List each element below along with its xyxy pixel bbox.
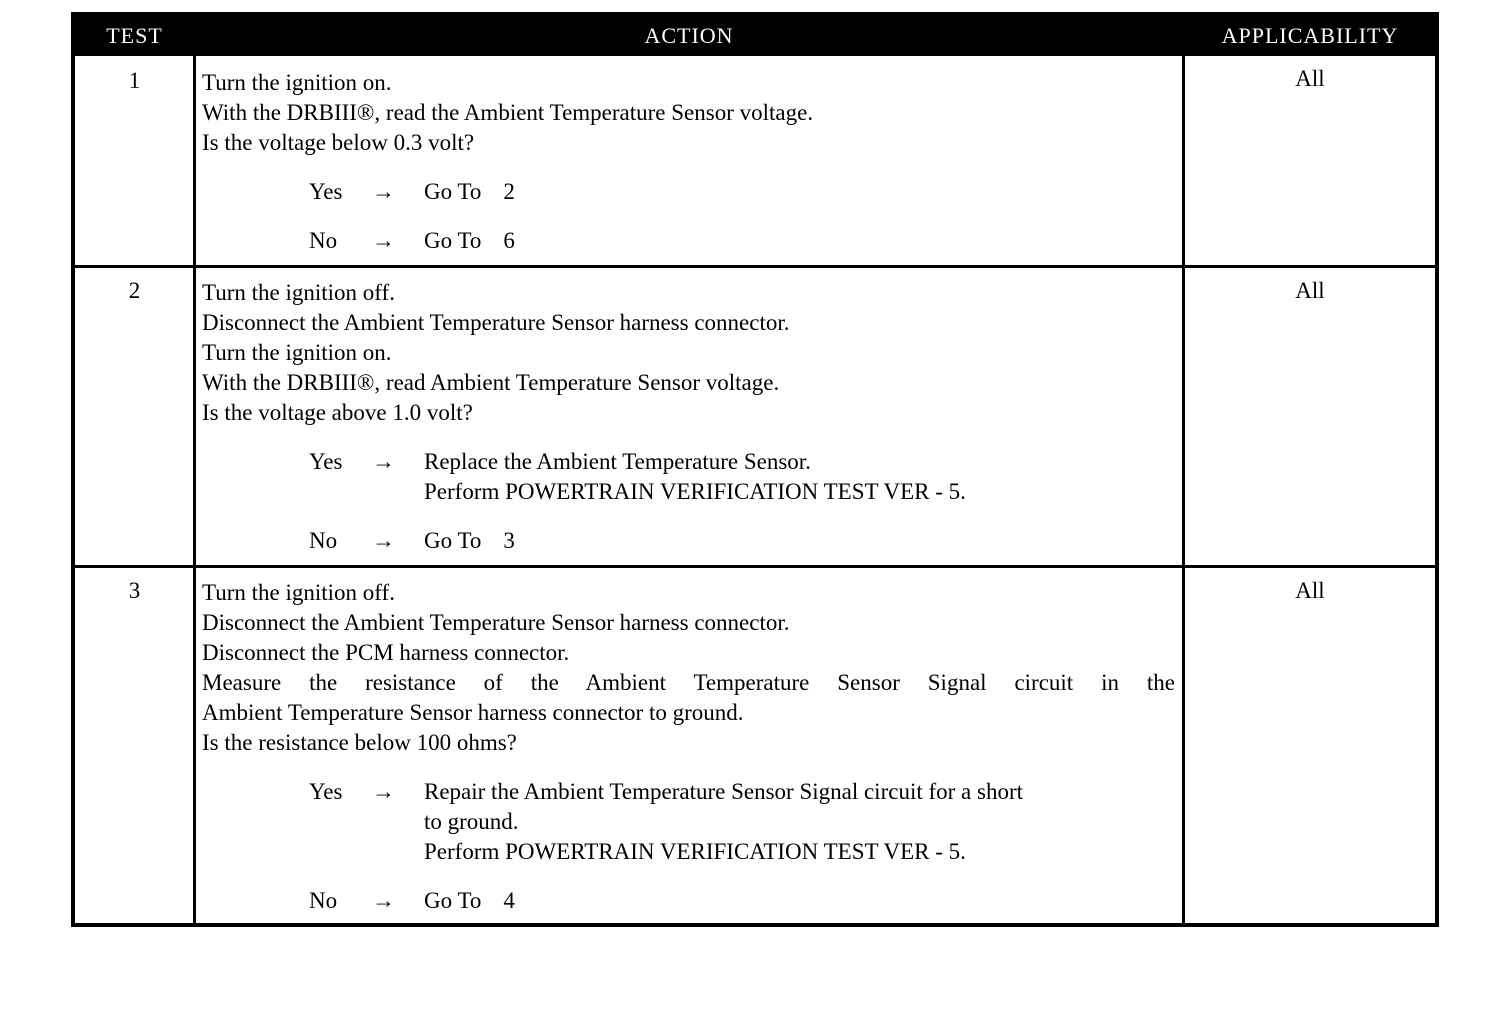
action-cell (202, 278, 1175, 556)
yes-response (202, 777, 1175, 867)
goto-target: 4 (503, 888, 515, 913)
step-text: Ambient Temperature Sensor harness connector to ground. (202, 700, 744, 725)
yes-response (202, 447, 1175, 507)
goto-target: 3 (503, 528, 515, 553)
applicability-cell: All (1295, 278, 1325, 303)
step-text: Turn the ignition off. (202, 280, 395, 305)
applicability-cell: All (1295, 66, 1325, 91)
response-text: to ground. (424, 809, 519, 834)
step-text: Disconnect the PCM harness connector. (202, 640, 570, 665)
test-number: 1 (128, 68, 141, 93)
no-response (202, 526, 1175, 556)
goto-text: Go To (424, 179, 482, 204)
arrow-icon: → (372, 449, 395, 474)
yes-label: Yes (309, 779, 343, 804)
no-label: No (309, 228, 338, 253)
goto-text: Go To (424, 888, 482, 913)
action-cell (202, 578, 1175, 916)
yes-label: Yes (309, 179, 343, 204)
step-text: Turn the ignition off. (202, 580, 395, 605)
step-text: Disconnect the Ambient Temperature Sensor harness connector. (202, 310, 790, 335)
arrow-icon: → (372, 228, 395, 253)
header-action: ACTION (644, 23, 734, 48)
yes-response (202, 177, 1175, 207)
applicability-cell: All (1295, 578, 1325, 603)
step-text: Is the voltage above 1.0 volt? (202, 400, 473, 425)
arrow-icon: → (372, 179, 395, 204)
response-text: Replace the Ambient Temperature Sensor. (424, 449, 811, 474)
step-text: Turn the ignition on. (202, 70, 392, 95)
arrow-icon: → (372, 888, 395, 913)
no-response (202, 226, 1175, 256)
step-text: Measure the resistance of the Ambient Temperature Sensor Signal circuit in the (202, 670, 1175, 695)
table-header (75, 16, 1435, 56)
row-divider (75, 565, 1435, 568)
test-number: 3 (128, 578, 141, 603)
response-text: Perform POWERTRAIN VERIFICATION TEST VER - 5. (424, 479, 966, 504)
yes-label: Yes (309, 449, 343, 474)
response-text: Repair the Ambient Temperature Sensor Signal circuit for a short (424, 779, 1023, 804)
arrow-icon: → (372, 528, 395, 553)
no-response (202, 886, 1175, 916)
step-text: With the DRBIII®, read Ambient Temperature Sensor voltage. (202, 370, 780, 395)
step-text: With the DRBIII®, read the Ambient Temperature Sensor voltage. (202, 100, 814, 125)
goto-text: Go To (424, 528, 482, 553)
step-text: Disconnect the Ambient Temperature Sensor harness connector. (202, 610, 790, 635)
arrow-icon: → (372, 779, 395, 804)
action-cell (202, 68, 1175, 256)
test-number: 2 (128, 278, 141, 303)
row-divider (75, 265, 1435, 268)
step-text: Is the voltage below 0.3 volt? (202, 130, 475, 155)
step-text: Turn the ignition on. (202, 340, 392, 365)
goto-target: 6 (503, 228, 515, 253)
header-applicability: APPLICABILITY (1221, 23, 1399, 48)
goto-target: 2 (503, 179, 515, 204)
goto-text: Go To (424, 228, 482, 253)
diagnostic-test-table (71, 12, 1439, 927)
no-label: No (309, 888, 338, 913)
step-text: Is the resistance below 100 ohms? (202, 730, 517, 755)
response-text: Perform POWERTRAIN VERIFICATION TEST VER - 5. (424, 839, 966, 864)
no-label: No (309, 528, 338, 553)
column-divider (193, 56, 196, 923)
column-divider (1182, 56, 1185, 923)
header-test: TEST (106, 23, 163, 48)
